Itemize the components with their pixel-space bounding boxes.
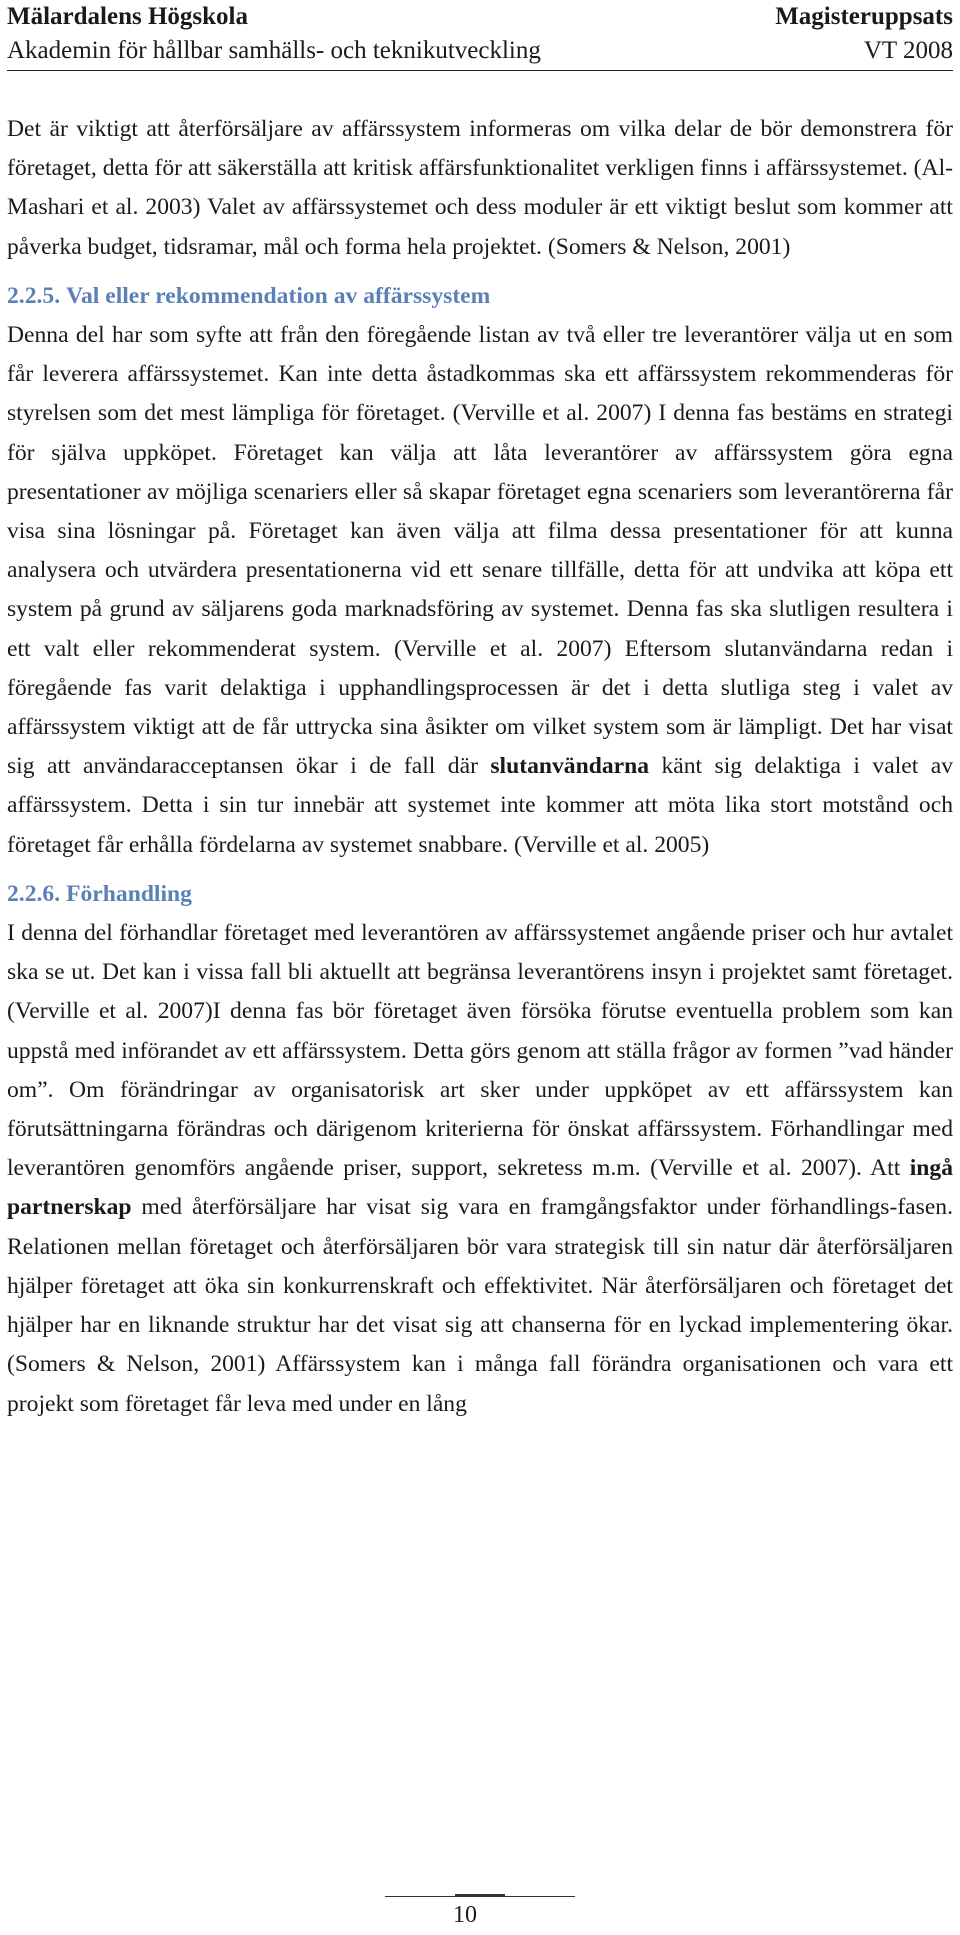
header-row-bottom <box>7 34 953 68</box>
page-body <box>7 110 953 1424</box>
text-run: I denna del förhandlar företaget med leverantören av affärssystemet angående priser och hur avtalet ska se ut. Det kan i vissa fall bli aktuellt att begränsa leverantörens insyn i projektet samt företaget. (Verville et al. 2007)I denna fas bör företaget även försöka förutse eventuella problem som kan uppstå med införandet av ett affärssystem. Detta görs genom att ställa frågor av formen ”vad händer om”. Om förändringar av organisatorisk art sker under uppköpet av ett affärssystem kan förutsättningarna förändras och därigenom kriterierna för önskat affärssystem. Förhandlingar med leverantören genomförs angående priser, support, sekretess m.m. (Verville et al. 2007). Att <box>7 920 953 1182</box>
paragraph-selection <box>7 316 953 865</box>
section-title: Förhandling <box>66 880 192 907</box>
text-run: känt sig delaktiga i valet av affärssystem. Detta i sin tur innebär att systemet inte kommer att möta lika stort motstånd och företaget får erhålla fördelarna av systemet snabbare. (Verville et al. 2005) <box>7 753 953 858</box>
bold-term: slutanvändarna <box>490 753 650 780</box>
academy-name: Akademin för hållbar samhälls- och teknikutveckling <box>7 37 541 64</box>
paragraph-negotiation <box>7 914 953 1424</box>
page-header <box>7 0 953 71</box>
text-run: Denna del har som syfte att från den föregående listan av två eller tre leverantörer välja ut en som får leverera affärssystemet. Kan inte detta åstadkommas ska ett affärssystem rekommenderas för styrelsen som det mest lämpliga för företaget. (Verville et al. 2007) I denna fas bestäms en strategi för själva uppköpet. Företaget kan välja att låta leverantörer av affärssystem göra egna presentationer av möjliga scenariers eller så skapar företaget egna scenariers som leverantörerna får visa sina lösningar på. Företaget kan även välja att filma dessa presentationer för att kunna analysera och utvärdera presentationerna vid ett senare tillfälle, detta för att undvika att köpa ett system på grund av säljarens goda marknadsföring av systemet. Denna fas ska slutligen resultera i ett valt eller rekommenderat system. (Verville et al. 2007) Eftersom slutanvändarna redan i föregående fas varit delaktiga i upphandlingsprocessen är det i detta slutliga steg i valet av affärssystem viktigt att de får uttrycka sina åsikter om vilket system som är lämpligt. Det har visat sig att användaracceptansen ökar i de fall där <box>7 322 953 780</box>
footer-rule <box>385 1896 575 1897</box>
header-row-top <box>7 0 953 34</box>
section-heading-2-2-6 <box>7 875 953 914</box>
section-number: 2.2.6. <box>7 880 61 907</box>
section-heading-2-2-5 <box>7 277 953 316</box>
footer-rule-accent <box>455 1894 505 1896</box>
document-type: Magisteruppsats <box>775 3 953 30</box>
section-title: Val eller rekommendation av affärssystem <box>66 282 491 309</box>
paragraph-intro: Det är viktigt att återförsäljare av affärssystem informeras om vilka delar de bör demonstrera för företaget, detta för att säkerställa att kritisk affärsfunktionalitet verkligen finns i affärssystemet. (Al-Mashari et al. 2003) Valet av affärssystemet och dess moduler är ett viktigt beslut som kommer att påverka budget, tidsramar, mål och forma hela projektet. (Somers & Nelson, 2001) <box>7 116 953 260</box>
text-run: med återförsäljare har visat sig vara en framgångsfaktor under förhandlings-fasen. Relationen mellan företaget och återförsäljaren bör vara strategisk till sin natur där återförsäljaren hjälper företaget att öka sin konkurrenskraft och effektivitet. När återförsäljaren och företaget det hjälper har en liknande struktur har det visat sig att chanserna för en lyckad implementering ökar. (Somers & Nelson, 2001) Affärssystem kan i många fall förändra organisationen och vara ett projekt som företaget får leva med under en lång <box>7 1194 953 1417</box>
term: VT 2008 <box>863 37 953 64</box>
school-name: Mälardalens Högskola <box>7 3 248 30</box>
bold-term: ingå partnerskap <box>7 1155 953 1221</box>
page-number: 10 <box>453 1902 477 1928</box>
section-number: 2.2.5. <box>7 282 61 309</box>
